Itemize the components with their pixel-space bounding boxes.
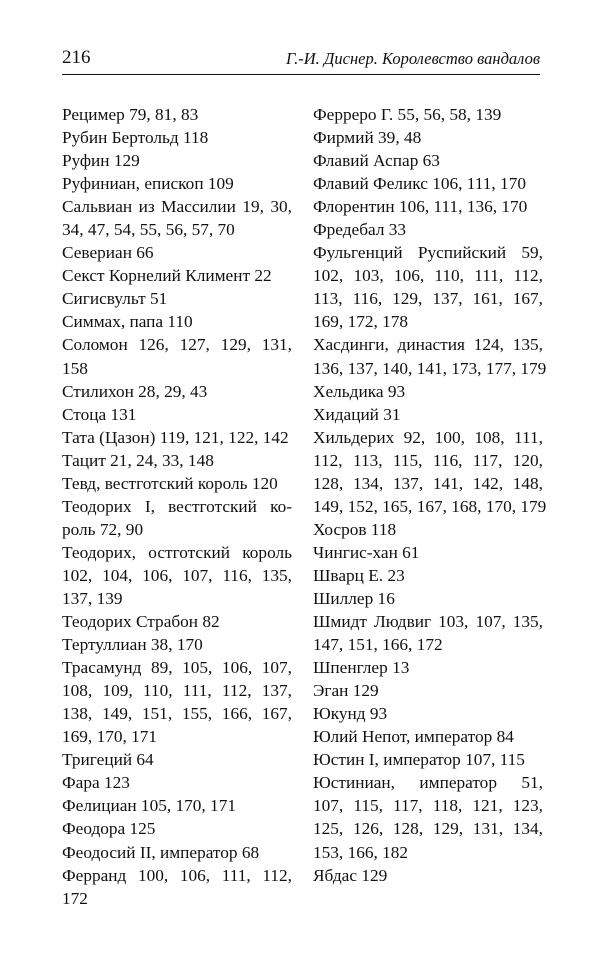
index-entry-continuation: 147, 151, 166, 172 bbox=[313, 635, 443, 655]
index-entry-line: Эган 129 bbox=[313, 681, 379, 701]
index-entry bbox=[62, 748, 292, 771]
index-entry-line: Севериан 66 bbox=[62, 243, 154, 263]
index-entry-line: Стилихон 28, 29, 43 bbox=[62, 381, 208, 401]
index-entry-line: Шварц Е. 23 bbox=[313, 565, 405, 585]
index-entry-line: Тацит 21, 24, 33, 148 bbox=[62, 450, 214, 470]
index-entry bbox=[313, 380, 543, 403]
index-entry-line: Соломон 126, 127, 129, 131, bbox=[62, 335, 292, 355]
index-entry-continuation: роль 72, 90 bbox=[62, 519, 144, 539]
index-entry-line: Симмах, папа 110 bbox=[62, 312, 193, 332]
index-entry-line: Трасамунд 89, 105, 106, 107, bbox=[62, 658, 292, 678]
index-entry-continuation: 172 bbox=[62, 888, 88, 908]
index-entry bbox=[62, 541, 292, 610]
index-entry-continuation: 102, 103, 106, 110, 111, 112, bbox=[313, 266, 543, 286]
index-entry-continuation: 102, 104, 106, 107, 116, 135, bbox=[62, 565, 292, 585]
running-title: Г.-И. Диснер. Королевство вандалов bbox=[285, 49, 540, 68]
index-entry-line: Юлий Непот, император 84 bbox=[313, 727, 514, 747]
index-entry bbox=[313, 126, 543, 149]
index-entry bbox=[313, 610, 543, 656]
index-entry bbox=[62, 380, 292, 403]
index-entry-line: Тевд, вестготский король 120 bbox=[62, 473, 278, 493]
index-entry-continuation: 169, 172, 178 bbox=[313, 312, 409, 332]
index-entry-line: Фредебал 33 bbox=[313, 220, 407, 240]
page-header bbox=[62, 46, 540, 75]
index-entry bbox=[313, 103, 543, 126]
index-entry-continuation: 158 bbox=[62, 358, 88, 378]
index-entry bbox=[313, 771, 543, 863]
index-entry bbox=[62, 864, 292, 910]
index-entry bbox=[62, 472, 292, 495]
index-entry-line: Хельдика 93 bbox=[313, 381, 406, 401]
index-column-right bbox=[313, 103, 547, 887]
index-entry-line: Флавий Феликс 106, 111, 170 bbox=[313, 174, 526, 194]
index-entry bbox=[62, 495, 292, 541]
index-entry bbox=[62, 841, 292, 864]
index-entry-line: Феодора 125 bbox=[62, 819, 156, 839]
index-entry-line: Тертуллиан 38, 170 bbox=[62, 635, 203, 655]
index-entry bbox=[62, 610, 292, 633]
index-entry-line: Ферранд 100, 106, 111, 112, bbox=[62, 865, 292, 885]
index-entry-continuation: 108, 109, 110, 111, 112, 137, bbox=[62, 681, 292, 701]
index-entry-line: Флавий Аспар 63 bbox=[313, 151, 440, 171]
index-entry-line: Хасдинги, династия 124, 135, bbox=[313, 335, 543, 355]
index-column-left bbox=[62, 103, 292, 910]
index-entry-line: Хидаций 31 bbox=[313, 404, 401, 424]
index-entry bbox=[62, 264, 292, 287]
index-entry bbox=[62, 241, 292, 264]
index-entry bbox=[62, 771, 292, 794]
index-entry-line: Ферреро Г. 55, 56, 58, 139 bbox=[313, 105, 502, 124]
index-entry bbox=[62, 333, 292, 379]
index-entry-line: Флорентин 106, 111, 136, 170 bbox=[313, 197, 528, 217]
index-entry-line: Тата (Цазон) 119, 121, 122, 142 bbox=[62, 427, 289, 447]
index-entry-line: Хосров 118 bbox=[313, 519, 397, 539]
index-entry-line: Фелициан 105, 170, 171 bbox=[62, 796, 236, 816]
index-entry-line: Юстиниан, император 51, bbox=[313, 773, 543, 793]
index-entry bbox=[62, 426, 292, 449]
index-entry bbox=[313, 702, 543, 725]
index-entry-continuation: 149, 152, 165, 167, 168, 170, 179 bbox=[313, 496, 547, 516]
index-entry bbox=[62, 449, 292, 472]
index-entry bbox=[62, 126, 292, 149]
index-entry-continuation: 128, 134, 137, 141, 142, 148, bbox=[313, 473, 543, 493]
index-entry bbox=[313, 541, 543, 564]
index-entry-continuation: 125, 126, 128, 129, 131, 134, bbox=[313, 819, 543, 839]
index-entry-line: Сигисвульт 51 bbox=[62, 289, 168, 309]
index-entry bbox=[313, 195, 543, 218]
index-entry bbox=[313, 149, 543, 172]
index-entry bbox=[62, 794, 292, 817]
index-entry-line: Тригеций 64 bbox=[62, 750, 154, 770]
index-entry bbox=[313, 748, 543, 771]
index-entry bbox=[62, 172, 292, 195]
index-entry bbox=[62, 656, 292, 748]
index-entry bbox=[62, 287, 292, 310]
index-entry-continuation: 138, 149, 151, 155, 166, 167, bbox=[62, 704, 292, 724]
index-entry-line: Юкунд 93 bbox=[313, 704, 388, 724]
index-entry bbox=[313, 403, 543, 426]
index-entry bbox=[62, 310, 292, 333]
index-entry-line: Ябдас 129 bbox=[313, 865, 388, 885]
index-entry bbox=[313, 725, 543, 748]
index-entry-line: Хильдерих 92, 100, 108, 111, bbox=[313, 427, 543, 447]
index-entry-line: Теодорих I, вестготский ко- bbox=[62, 496, 292, 516]
index-entry bbox=[313, 333, 547, 379]
index-entry bbox=[62, 195, 292, 241]
index-entry-continuation: 107, 115, 117, 118, 121, 123, bbox=[313, 796, 543, 816]
index-entry-line: Шпенглер 13 bbox=[313, 658, 410, 678]
index-entry bbox=[313, 587, 543, 610]
index-entry bbox=[62, 103, 292, 126]
index-entry bbox=[313, 241, 543, 333]
page-number: 216 bbox=[62, 47, 91, 68]
index-entry bbox=[313, 426, 547, 518]
index-entry-continuation: 169, 170, 171 bbox=[62, 727, 158, 747]
index-entry-line: Секст Корнелий Климент 22 bbox=[62, 266, 272, 286]
index-entry-continuation: 113, 116, 129, 137, 161, 167, bbox=[313, 289, 543, 309]
index-entry-line: Теодорих Страбон 82 bbox=[62, 612, 220, 632]
index-entry bbox=[313, 564, 543, 587]
index-entry-continuation: 153, 166, 182 bbox=[313, 842, 409, 862]
index-entry-line: Рецимер 79, 81, 83 bbox=[62, 105, 199, 124]
index-entry-continuation: 137, 139 bbox=[62, 588, 123, 608]
index-entry-line: Шиллер 16 bbox=[313, 588, 395, 608]
index-entry bbox=[313, 864, 543, 887]
index-entry-continuation: 34, 47, 54, 55, 56, 57, 70 bbox=[62, 220, 235, 240]
index-entry-line: Стоца 131 bbox=[62, 404, 137, 424]
index-entry-line: Чингис-хан 61 bbox=[313, 542, 420, 562]
index-entry-continuation: 112, 113, 115, 116, 117, 120, bbox=[313, 450, 543, 470]
index-entry-line: Рубин Бертольд 118 bbox=[62, 128, 209, 148]
index-entry-line: Феодосий II, император 68 bbox=[62, 842, 260, 862]
index-entry-line: Руфин 129 bbox=[62, 151, 140, 171]
index-entry bbox=[62, 633, 292, 656]
index-entry-line: Шмидт Людвиг 103, 107, 135, bbox=[313, 612, 543, 632]
index-entry bbox=[313, 679, 543, 702]
index-entry bbox=[313, 218, 543, 241]
index-entry-line: Фирмий 39, 48 bbox=[313, 128, 422, 148]
index-entry bbox=[62, 403, 292, 426]
index-entry bbox=[62, 817, 292, 840]
index-entry bbox=[313, 656, 543, 679]
index-entry bbox=[62, 149, 292, 172]
index-entry bbox=[313, 518, 543, 541]
index-entry-line: Сальвиан из Массилии 19, 30, bbox=[62, 197, 292, 217]
index-entry-line: Юстин I, император 107, 115 bbox=[313, 750, 525, 770]
index-entry-line: Теодорих, остготский король bbox=[62, 542, 292, 562]
index-entry-continuation: 136, 137, 140, 141, 173, 177, 179 bbox=[313, 358, 547, 378]
index-entry-line: Фульгенций Руспийский 59, bbox=[313, 243, 543, 263]
index-entry-line: Фара 123 bbox=[62, 773, 130, 793]
index-entry bbox=[313, 172, 543, 195]
index-entry-line: Руфиниан, епископ 109 bbox=[62, 174, 234, 194]
